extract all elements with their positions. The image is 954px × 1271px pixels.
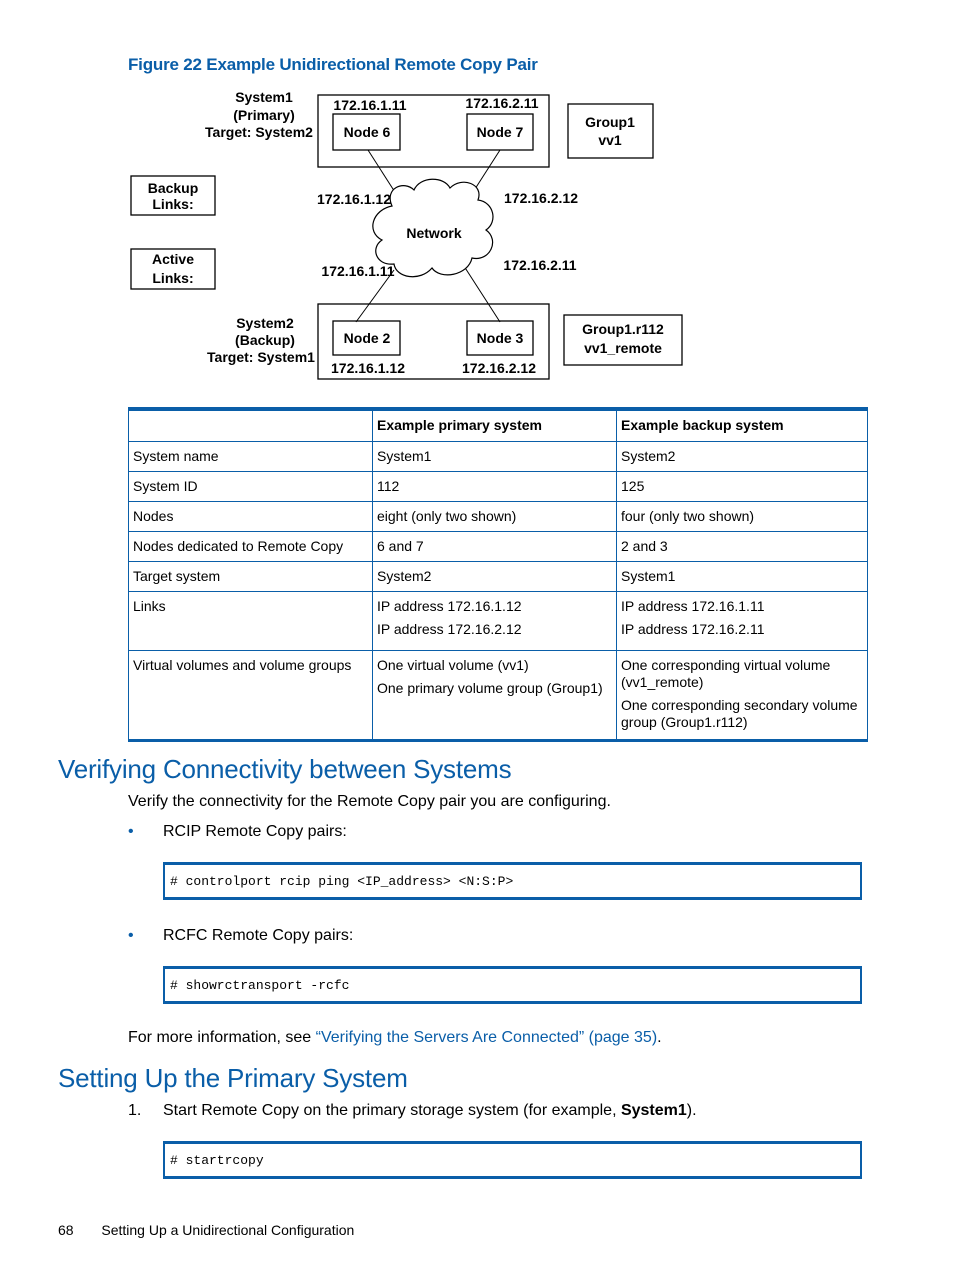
table-header-primary: Example primary system [373, 409, 617, 442]
bullet-icon: • [128, 927, 134, 944]
backup-value [617, 651, 868, 741]
bullet-rcip: RCIP Remote Copy pairs: [163, 823, 347, 840]
primary-value: System1 [373, 442, 617, 472]
backup-links-line1: Backup [147, 180, 199, 196]
system1-label-line2: (Primary) [233, 107, 295, 123]
primary-value: eight (only two shown) [373, 502, 617, 532]
row-label: Links [129, 592, 373, 651]
more-info-prefix: For more information, see [128, 1029, 316, 1046]
row-label: Nodes [129, 502, 373, 532]
node2-label: Node 2 [343, 330, 391, 346]
group1-box [568, 104, 653, 158]
backup-links-line2: Links: [152, 196, 194, 212]
bullet-icon: • [128, 823, 134, 840]
system2-label-line3: Target: System1 [207, 349, 315, 365]
backup-value: 2 and 3 [617, 532, 868, 562]
table-header-backup: Example backup system [617, 409, 868, 442]
system1-label-line3: Target: System2 [205, 124, 313, 140]
link-ip-upper-right: 172.16.2.12 [504, 190, 578, 206]
node3-label: Node 3 [476, 330, 524, 346]
active-links-line2: Links: [152, 270, 194, 286]
system2-label-line1: System2 [236, 315, 294, 331]
active-links-line1: Active [151, 251, 195, 267]
row-label: System ID [129, 472, 373, 502]
link-ip-lower-left: 172.16.1.11 [321, 263, 395, 279]
step-number: 1. [128, 1102, 142, 1119]
table-row [129, 532, 868, 562]
table-row [129, 442, 868, 472]
page-footer [58, 1222, 354, 1238]
primary-volume: One virtual volume (vv1) [377, 657, 529, 673]
network-label: Network [406, 225, 462, 241]
code-block-showrctransport [163, 966, 862, 1004]
verifying-servers-link[interactable]: “Verifying the Servers Are Connected” (page 35) [315, 1029, 658, 1046]
backup-volume: One corresponding virtual volume (vv1_remote) [621, 657, 831, 690]
step-text [163, 1102, 697, 1120]
code-block-controlport [163, 862, 862, 900]
example-systems-table [128, 407, 868, 742]
backup-value: System1 [617, 562, 868, 592]
section-heading-setting-up-primary: Setting Up the Primary System [58, 1063, 408, 1093]
row-label: System name [129, 442, 373, 472]
code-showrctransport: # showrctransport -rcfc [170, 978, 350, 993]
table-header-blank [129, 409, 373, 442]
backup-value: four (only two shown) [617, 502, 868, 532]
page-number: 68 [58, 1222, 74, 1238]
code-startrcopy: # startrcopy [170, 1153, 264, 1168]
table-header-row [129, 409, 868, 442]
primary-value: 6 and 7 [373, 532, 617, 562]
code-controlport: # controlport rcip ping <IP_address> <N:S:P> [170, 874, 514, 889]
primary-link-2: IP address 172.16.2.12 [377, 621, 522, 637]
group1-remote-line2: vv1_remote [584, 340, 662, 356]
primary-value: System2 [373, 562, 617, 592]
backup-link-1: IP address 172.16.1.11 [621, 598, 765, 614]
backup-value: 125 [617, 472, 868, 502]
step-text-prefix: Start Remote Copy on the primary storage system (for example, [163, 1102, 621, 1119]
link-network-node3 [462, 263, 500, 322]
node2-ip: 172.16.1.12 [331, 360, 405, 376]
link-ip-upper-left: 172.16.1.12 [317, 191, 391, 207]
node6-label: Node 6 [343, 124, 391, 140]
row-label: Nodes dedicated to Remote Copy [129, 532, 373, 562]
node3-ip: 172.16.2.12 [462, 360, 536, 376]
remote-copy-diagram [0, 0, 954, 400]
primary-value [373, 592, 617, 651]
figure-caption: Figure 22 Example Unidirectional Remote Copy Pair [128, 55, 538, 74]
table-row [129, 592, 868, 651]
more-info-paragraph [128, 1029, 662, 1047]
table-row [129, 472, 868, 502]
step-text-suffix: ). [686, 1102, 697, 1119]
bullet-rcfc: RCFC Remote Copy pairs: [163, 927, 354, 944]
code-block-startrcopy [163, 1141, 862, 1179]
link-ip-lower-right: 172.16.2.11 [503, 257, 577, 273]
table-row [129, 651, 868, 741]
primary-value [373, 651, 617, 741]
step-text-bold: System1 [620, 1102, 687, 1119]
row-label: Target system [129, 562, 373, 592]
more-info-suffix: . [657, 1029, 662, 1046]
backup-value [617, 592, 868, 651]
row-label: Virtual volumes and volume groups [129, 651, 373, 741]
chapter-title: Setting Up a Unidirectional Configuration [101, 1222, 355, 1238]
group1-label-line1: Group1 [585, 114, 635, 130]
table-row [129, 562, 868, 592]
backup-link-2: IP address 172.16.2.11 [621, 621, 765, 637]
system2-label-line2: (Backup) [235, 332, 295, 348]
backup-volume-group: One corresponding secondary volume group (Group1.r112) [621, 697, 858, 730]
table-row [129, 502, 868, 532]
system1-label-line1: System1 [235, 89, 293, 105]
primary-link-1: IP address 172.16.1.12 [377, 598, 522, 614]
section-heading-verifying-connectivity: Verifying Connectivity between Systems [58, 754, 512, 784]
node7-ip: 172.16.2.11 [465, 95, 539, 111]
node7-label: Node 7 [476, 124, 524, 140]
group1-remote-line1: Group1.r112 [582, 321, 664, 337]
primary-volume-group: One primary volume group (Group1) [377, 680, 603, 696]
group1-label-line2: vv1 [598, 132, 622, 148]
section1-intro: Verify the connectivity for the Remote Copy pair you are configuring. [128, 793, 611, 810]
node6-ip: 172.16.1.11 [333, 97, 407, 113]
backup-value: System2 [617, 442, 868, 472]
primary-value: 112 [373, 472, 617, 502]
